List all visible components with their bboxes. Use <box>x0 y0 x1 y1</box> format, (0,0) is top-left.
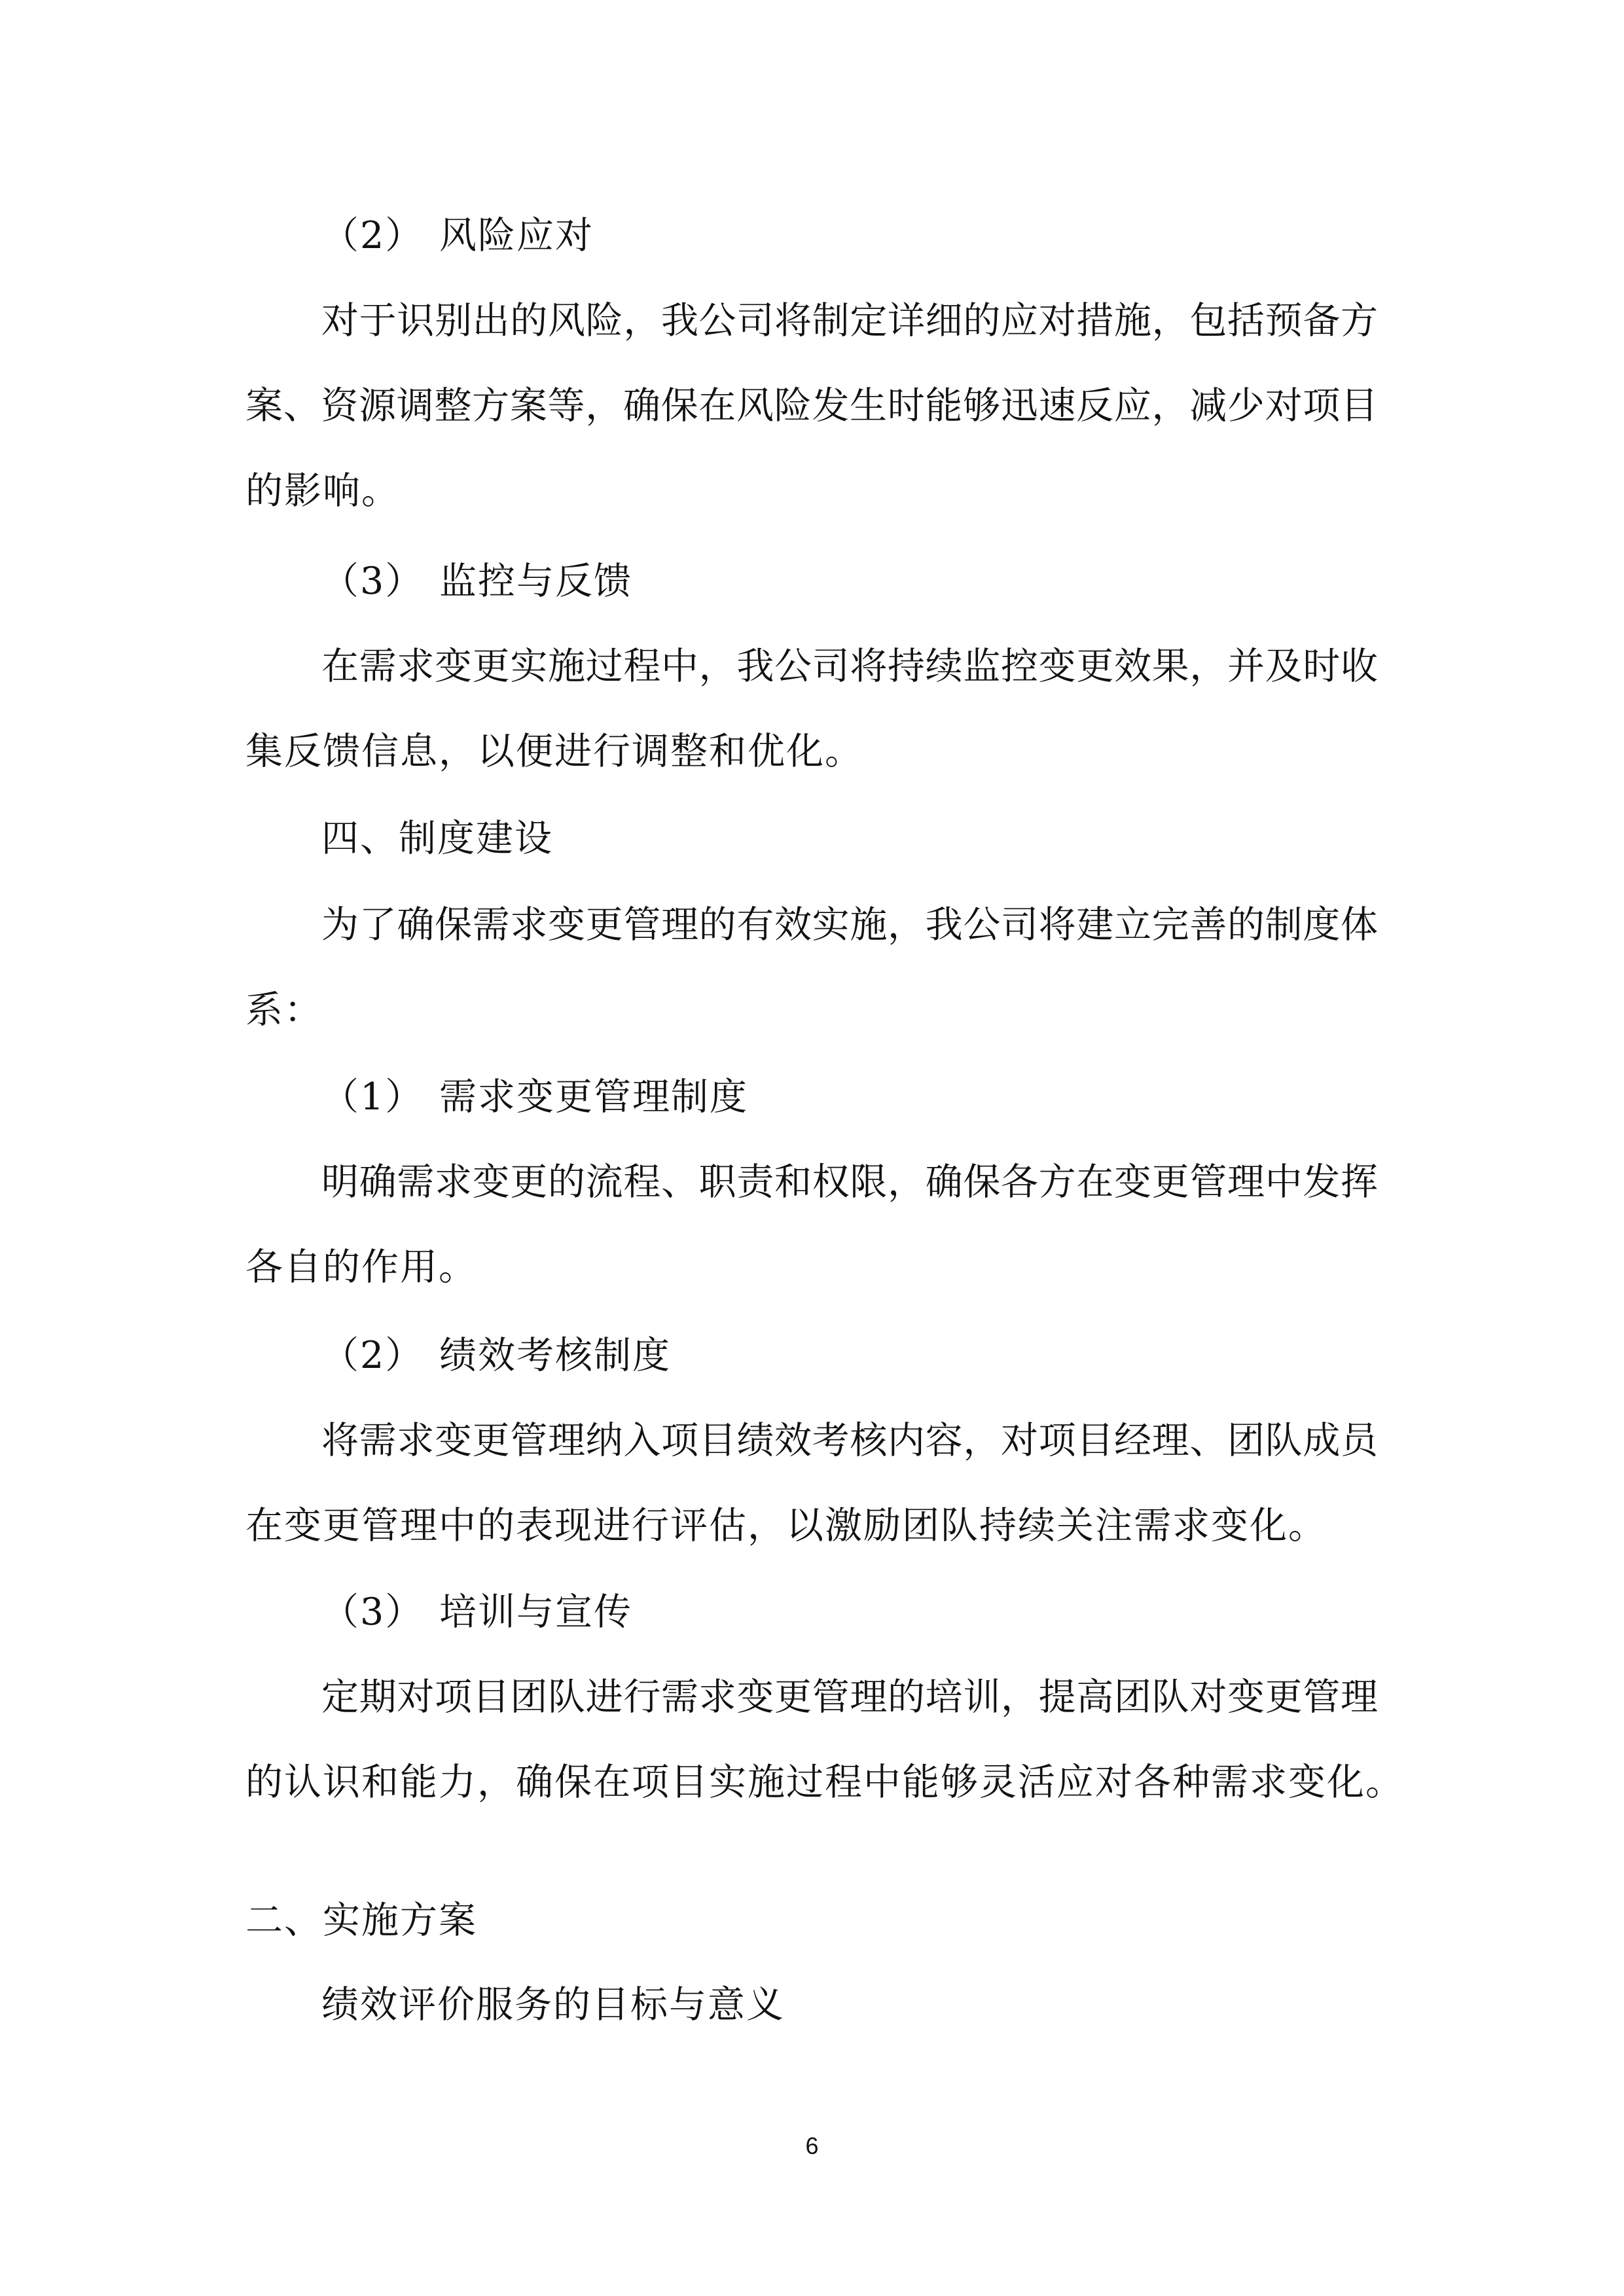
subheading-text: 绩效考核制度 <box>439 1334 671 1377</box>
subheading-text: 监控与反馈 <box>439 560 632 603</box>
paragraph-line: 将需求变更管理纳入项目绩效考核内容，对项目经理、团队成员 <box>321 1419 1378 1462</box>
subheading-number: （3） <box>321 1590 424 1634</box>
subheading-performance-system <box>321 1334 671 1377</box>
subheading-text: 风险应对 <box>439 214 594 257</box>
subheading-number: （2） <box>321 214 424 257</box>
paragraph-line: 案、资源调整方案等，确保在风险发生时能够迅速反应，减少对项目 <box>245 384 1378 427</box>
subheading-monitor-feedback <box>321 560 632 603</box>
paragraph-line: 的影响。 <box>245 469 400 512</box>
subheading-text: 培训与宣传 <box>439 1590 632 1634</box>
paragraph-line: 的认识和能力，确保在项目实施过程中能够灵活应对各种需求变化。 <box>245 1761 1404 1804</box>
paragraph-line: 在变更管理中的表现进行评估，以激励团队持续关注需求变化。 <box>245 1504 1327 1547</box>
subheading-text: 需求变更管理制度 <box>439 1075 748 1119</box>
paragraph-line: 明确需求变更的流程、职责和权限，确保各方在变更管理中发挥 <box>321 1160 1378 1204</box>
subheading-number: （3） <box>321 560 424 603</box>
paragraph-line: 为了确保需求变更管理的有效实施，我公司将建立完善的制度体 <box>321 903 1378 946</box>
section-heading-system-building: 四、制度建设 <box>321 817 553 860</box>
paragraph-line: 定期对项目团队进行需求变更管理的培训，提高团队对变更管理 <box>321 1676 1378 1719</box>
subheading-training <box>321 1590 632 1634</box>
paragraph-line: 集反馈信息，以便进行调整和优化。 <box>245 730 863 773</box>
section-subtitle: 绩效评价服务的目标与意义 <box>321 1983 785 2026</box>
paragraph-line: 各自的作用。 <box>245 1246 477 1289</box>
subheading-number: （1） <box>321 1075 424 1119</box>
subheading-risk-response <box>321 214 594 257</box>
paragraph-line: 在需求变更实施过程中，我公司将持续监控变更效果，并及时收 <box>321 645 1378 688</box>
paragraph-line: 对于识别出的风险，我公司将制定详细的应对措施，包括预备方 <box>321 299 1378 342</box>
subheading-number: （2） <box>321 1334 424 1377</box>
page-number: 6 <box>805 2132 819 2159</box>
section-heading-implementation: 二、实施方案 <box>245 1899 477 1942</box>
paragraph-line: 系： <box>245 988 323 1031</box>
subheading-change-management-system <box>321 1075 748 1119</box>
